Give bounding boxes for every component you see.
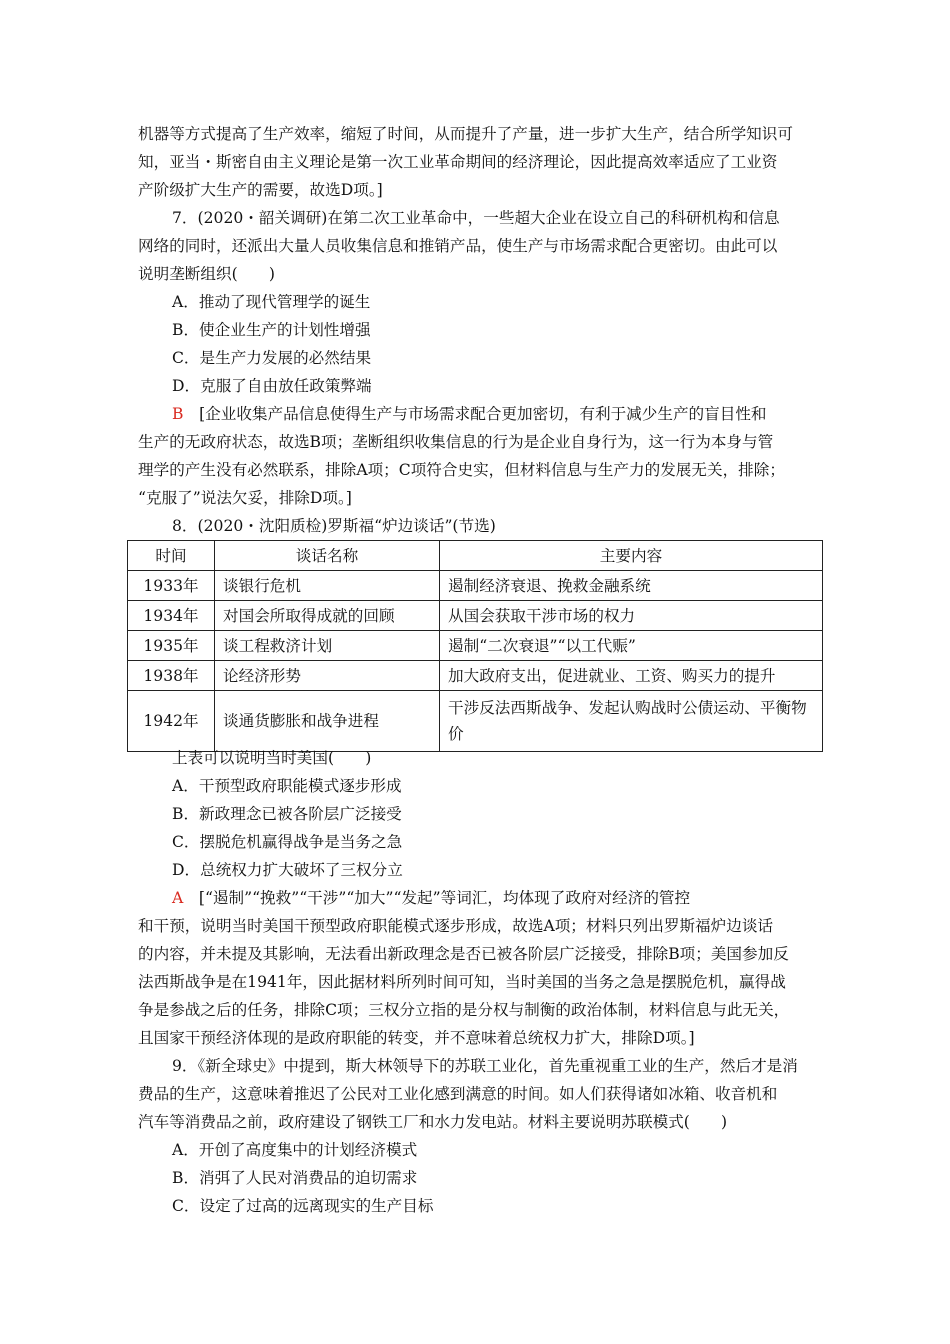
- cell-content: 加大政府支出，促进就业、工资、购买力的提升: [440, 661, 823, 691]
- cell-content: 从国会获取干涉市场的权力: [440, 601, 823, 631]
- q7-option-b: B．使企业生产的计划性增强: [172, 321, 371, 339]
- q8-explanation-line: 法西斯战争是在1941年，因此据材料所列时间可知，当时美国的当务之急是摆脱危机，赢得战: [138, 973, 786, 991]
- cell-content: 遏制“二次衰退”“以工代赈”: [440, 631, 823, 661]
- col-header-content: 主要内容: [440, 541, 823, 571]
- q8-stem: 8．(2020・沈阳质检)罗斯福“炉边谈话”(节选): [172, 517, 496, 535]
- q8-option-a: A．干预型政府职能模式逐步形成: [172, 777, 402, 795]
- q9-option-a: A．开创了高度集中的计划经济模式: [172, 1141, 418, 1159]
- fireside-chats-table: [127, 540, 823, 752]
- cell-content: 遏制经济衰退、挽救金融系统: [440, 571, 823, 601]
- intro-line: 机器等方式提高了生产效率，缩短了时间，从而提升了产量，进一步扩大生产，结合所学知识可: [138, 125, 793, 143]
- q9-stem-line: 费品的生产，这意味着推迟了公民对工业化感到满意的时间。如人们获得诸如冰箱、收音机和: [138, 1085, 778, 1103]
- q8-explanation-line: 的内容，并未提及其影响，无法看出新政理念是否已被各阶层广泛接受，排除B项；美国参加反: [138, 945, 789, 963]
- cell-title: 谈通货膨胀和战争进程: [215, 691, 440, 752]
- cell-title: 谈银行危机: [215, 571, 440, 601]
- q9-option-c: C．设定了过高的远离现实的生产目标: [172, 1197, 434, 1215]
- q8-explanation-line: 且国家干预经济体现的是政府职能的转变，并不意味着总统权力扩大，排除D项。]: [138, 1029, 695, 1047]
- table-row: [128, 571, 823, 601]
- intro-line: 知，亚当・斯密自由主义理论是第一次工业革命期间的经济理论，因此提高效率适应了工业资: [138, 153, 778, 171]
- q7-stem-line: 7．(2020・韶关调研)在第二次工业革命中，一些超大企业在设立自己的科研机构和信息: [172, 209, 780, 227]
- intro-line: 产阶级扩大生产的需要，故选D项。]: [138, 181, 383, 199]
- cell-year: 1934年: [128, 601, 215, 631]
- q7-answer: B: [172, 405, 184, 423]
- q7-stem-line: 网络的同时，还派出大量人员收集信息和推销产品，使生产与市场需求配合更密切。由此可以: [138, 237, 778, 255]
- table-row: [128, 631, 823, 661]
- cell-title: 对国会所取得成就的回顾: [215, 601, 440, 631]
- q8-explanation-line: 争是参战之后的任务，排除C项；三权分立指的是分权与制衡的政治体制，材料信息与此无关，: [138, 1001, 790, 1019]
- q8-explanation-line: A [“遏制”“挽救”“干涉”“加大”“发起”等词汇，均体现了政府对经济的管控: [172, 889, 691, 907]
- cell-year: 1933年: [128, 571, 215, 601]
- q8-option-b: B．新政理念已被各阶层广泛接受: [172, 805, 402, 823]
- table-header-row: [128, 541, 823, 571]
- col-header-title: 谈话名称: [215, 541, 440, 571]
- q8-explanation-line: 和干预，说明当时美国干预型政府职能模式逐步形成，故选A项；材料只列出罗斯福炉边谈话: [138, 917, 774, 935]
- q7-explanation-line: 理学的产生没有必然联系，排除A项；C项符合史实，但材料信息与生产力的发展无关，排除；: [138, 461, 785, 479]
- q7-explanation-line: 生产的无政府状态，故选B项；垄断组织收集信息的行为是企业自身行为，这一行为本身与管: [138, 433, 774, 451]
- table-row: [128, 691, 823, 752]
- col-header-time: 时间: [128, 541, 215, 571]
- q9-stem-line: 汽车等消费品之前，政府建设了钢铁工厂和水力发电站。材料主要说明苏联模式( ): [138, 1113, 728, 1131]
- q7-option-d: D．克服了自由放任政策弊端: [172, 377, 372, 395]
- cell-year: 1938年: [128, 661, 215, 691]
- q7-explanation-line: “克服了”说法欠妥，排除D项。]: [138, 489, 352, 507]
- cell-title: 谈工程救济计划: [215, 631, 440, 661]
- q7-option-a: A．推动了现代管理学的诞生: [172, 293, 371, 311]
- q7-explanation-line: B [企业收集产品信息使得生产与市场需求配合更加密切，有利于减少生产的盲目性和: [172, 405, 767, 423]
- cell-year: 1942年: [128, 691, 215, 752]
- q8-answer: A: [172, 889, 184, 907]
- q8-option-c: C．摆脱危机赢得战争是当务之急: [172, 833, 403, 851]
- cell-year: 1935年: [128, 631, 215, 661]
- q7-option-c: C．是生产力发展的必然结果: [172, 349, 372, 367]
- q9-option-b: B．消弭了人民对消费品的迫切需求: [172, 1169, 418, 1187]
- table-row: [128, 661, 823, 691]
- cell-content: 干涉反法西斯战争、发起认购战时公债运动、平衡物价: [440, 691, 823, 752]
- q8-question: 上表可以说明当时美国( ): [172, 749, 372, 767]
- table-row: [128, 601, 823, 631]
- q9-stem-line: 9．《新全球史》中提到，斯大林领导下的苏联工业化，首先重视重工业的生产，然后才是消: [172, 1057, 798, 1075]
- q8-option-d: D．总统权力扩大破坏了三权分立: [172, 861, 403, 879]
- cell-title: 论经济形势: [215, 661, 440, 691]
- q7-stem-line: 说明垄断组织( ): [138, 265, 275, 283]
